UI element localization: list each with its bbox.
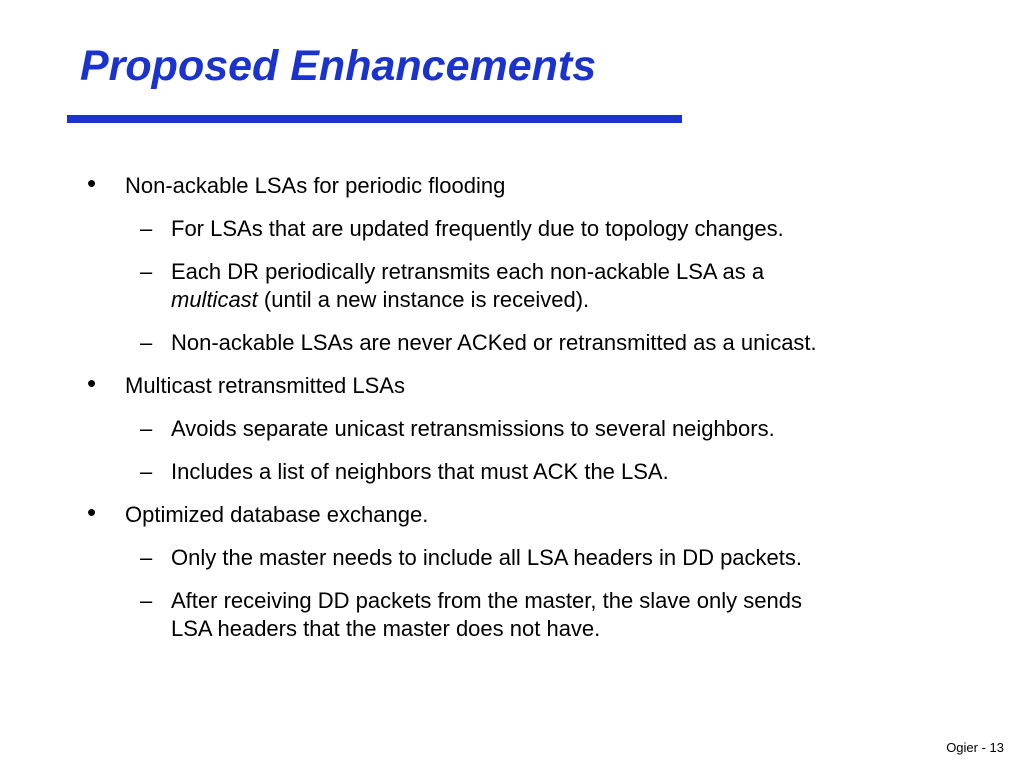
sub-bullet-text [171, 587, 931, 643]
sub-bullet-text-line1: Each DR periodically retransmits each non-ackable LSA as a [171, 259, 765, 284]
bullet-text: Non-ackable LSAs for periodic flooding [125, 173, 506, 198]
sub-bullet-marker: – [140, 259, 153, 284]
sub-bullet-marker: – [140, 459, 153, 484]
bullet-text: Optimized database exchange. [125, 502, 429, 527]
sub-bullet-text-continuation: (until a new instance is received). [257, 287, 590, 312]
bullet-marker: • [87, 368, 97, 398]
bullet-text: Multicast retransmitted LSAs [125, 373, 405, 398]
sub-bullet-text: Includes a list of neighbors that must ACK the LSA. [171, 459, 669, 484]
sub-bullet-text: Non-ackable LSAs are never ACKed or retransmitted as a unicast. [171, 330, 817, 355]
sub-bullet-marker: – [140, 330, 153, 355]
sub-bullet-marker: – [140, 588, 153, 613]
bullet-marker: • [87, 497, 97, 527]
slide-title: Proposed Enhancements [80, 42, 597, 90]
emphasis-text: multicast [171, 287, 258, 312]
bullet-marker: • [87, 168, 97, 198]
sub-bullet-text: Avoids separate unicast retransmissions to several neighbors. [171, 416, 775, 441]
sub-bullet-marker: – [140, 216, 153, 241]
sub-bullet-text-line1: After receiving DD packets from the master, the slave only sends [171, 588, 802, 613]
slide-footer: Ogier - 13 [946, 740, 1004, 755]
sub-bullet-text: Only the master needs to include all LSA headers in DD packets. [171, 545, 803, 570]
sub-bullet-marker: – [140, 545, 153, 570]
sub-bullet-marker: – [140, 416, 153, 441]
sub-bullet-text [171, 258, 931, 314]
sub-bullet-text-line2: LSA headers that the master does not have. [171, 616, 601, 641]
sub-bullet-text: For LSAs that are updated frequently due to topology changes. [171, 216, 784, 241]
